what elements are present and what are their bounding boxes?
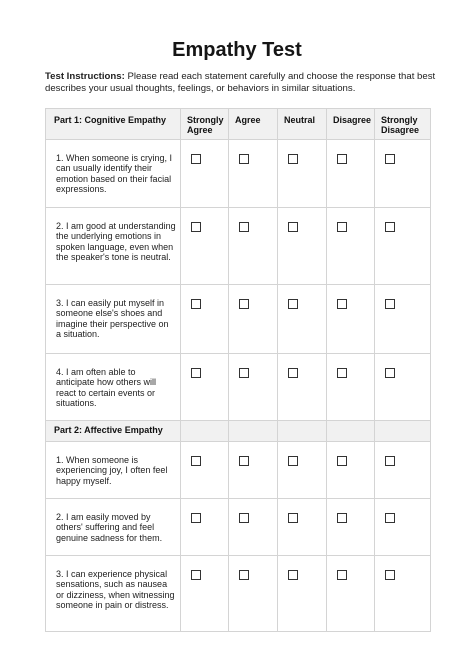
checkbox-neutral[interactable]	[288, 299, 298, 309]
checkbox-agree[interactable]	[239, 299, 249, 309]
column-header-strongly-disagree: Strongly Disagree	[375, 109, 431, 140]
question-text: 1. When someone is crying, I can usually identify their emotion based on their facial expressions.	[46, 140, 181, 208]
section-heading: Part 2: Affective Empathy	[46, 421, 181, 442]
checkbox-strongly-disagree[interactable]	[385, 222, 395, 232]
instructions-label: Test Instructions:	[45, 71, 125, 82]
question-text: 1. When someone is experiencing joy, I often feel happy myself.	[46, 442, 181, 499]
checkbox-agree[interactable]	[239, 513, 249, 523]
checkbox-neutral[interactable]	[288, 570, 298, 580]
test-instructions	[45, 71, 445, 94]
checkbox-strongly-disagree[interactable]	[385, 513, 395, 523]
question-text: 2. I am good at understanding the underlying emotions in spoken language, even when the speaker's tone is neutral.	[46, 208, 181, 285]
table-row	[46, 499, 431, 556]
checkbox-strongly-agree[interactable]	[191, 570, 201, 580]
checkbox-neutral[interactable]	[288, 456, 298, 466]
checkbox-strongly-disagree[interactable]	[385, 299, 395, 309]
table-row	[46, 354, 431, 421]
column-header-agree: Agree	[229, 109, 278, 140]
checkbox-disagree[interactable]	[337, 513, 347, 523]
checkbox-agree[interactable]	[239, 154, 249, 164]
section-header-row	[46, 421, 431, 442]
checkbox-neutral[interactable]	[288, 222, 298, 232]
question-text: 3. I can experience physical sensations, such as nausea or dizziness, when witnessing someone in pain or distress.	[46, 556, 181, 632]
checkbox-agree[interactable]	[239, 456, 249, 466]
checkbox-agree[interactable]	[239, 368, 249, 378]
table-row	[46, 140, 431, 208]
checkbox-disagree[interactable]	[337, 570, 347, 580]
table-header-row	[46, 109, 431, 140]
column-header-neutral: Neutral	[278, 109, 327, 140]
checkbox-strongly-agree[interactable]	[191, 222, 201, 232]
checkbox-strongly-disagree[interactable]	[385, 368, 395, 378]
instructions-text: Please read each statement carefully and choose the response that best describes your usual thoughts, feelings, or behaviors in similar situations.	[45, 71, 436, 94]
table-row	[46, 208, 431, 285]
page-title: Empathy Test	[172, 39, 302, 61]
checkbox-neutral[interactable]	[288, 368, 298, 378]
checkbox-strongly-disagree[interactable]	[385, 570, 395, 580]
table-row	[46, 556, 431, 632]
checkbox-disagree[interactable]	[337, 154, 347, 164]
checkbox-agree[interactable]	[239, 222, 249, 232]
checkbox-strongly-agree[interactable]	[191, 299, 201, 309]
column-header-disagree: Disagree	[327, 109, 375, 140]
checkbox-strongly-agree[interactable]	[191, 513, 201, 523]
checkbox-strongly-agree[interactable]	[191, 456, 201, 466]
checkbox-disagree[interactable]	[337, 456, 347, 466]
checkbox-agree[interactable]	[239, 570, 249, 580]
empathy-questionnaire-table	[45, 108, 431, 632]
section-heading: Part 1: Cognitive Empathy	[46, 109, 181, 140]
checkbox-disagree[interactable]	[337, 299, 347, 309]
checkbox-disagree[interactable]	[337, 368, 347, 378]
question-text: 3. I can easily put myself in someone else's shoes and imagine their perspective on a situation.	[46, 285, 181, 354]
question-text: 2. I am easily moved by others' suffering and feel genuine sadness for them.	[46, 499, 181, 556]
column-header-strongly-agree: Strongly Agree	[181, 109, 229, 140]
checkbox-strongly-disagree[interactable]	[385, 154, 395, 164]
checkbox-strongly-disagree[interactable]	[385, 456, 395, 466]
question-text: 4. I am often able to anticipate how others will react to certain events or situations.	[46, 354, 181, 421]
table-row	[46, 285, 431, 354]
checkbox-disagree[interactable]	[337, 222, 347, 232]
table-row	[46, 442, 431, 499]
checkbox-neutral[interactable]	[288, 154, 298, 164]
checkbox-neutral[interactable]	[288, 513, 298, 523]
checkbox-strongly-agree[interactable]	[191, 154, 201, 164]
checkbox-strongly-agree[interactable]	[191, 368, 201, 378]
